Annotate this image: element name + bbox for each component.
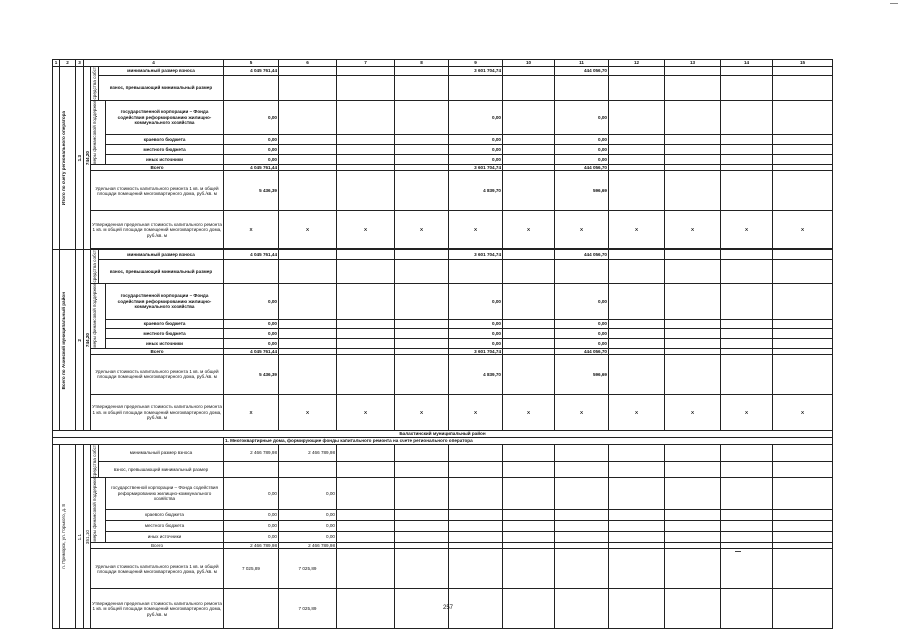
row-label: государственной корпорации – Фонда содействия реформированию жилищно-коммунального хозяйства xyxy=(106,100,224,134)
value-cell: 0,00 xyxy=(449,283,503,319)
value-cell: 0,00 xyxy=(449,155,503,165)
value-cell: 2 466 789,98 xyxy=(279,543,337,549)
row-label: местного бюджета xyxy=(106,520,224,531)
row-label: местного бюджета xyxy=(106,144,224,154)
header-cell: 6 xyxy=(279,60,337,67)
value-cell: 0,00 xyxy=(555,144,609,154)
value-cell: 4 839,70 xyxy=(449,171,503,211)
table-row xyxy=(53,549,833,589)
row-label: Всего xyxy=(91,165,224,171)
value-cell: 5 436,39 xyxy=(224,171,279,211)
x-cell: X xyxy=(449,394,503,430)
table-row xyxy=(53,319,833,329)
value-cell: 596,69 xyxy=(555,354,609,394)
header-cell: 13 xyxy=(665,60,721,67)
row-label: Утвержденная предельная стоимость капитального ремонта 1 кв. м общей площади помещений многоквартирного дома, руб./кв. м xyxy=(91,394,224,430)
x-cell: X xyxy=(773,394,833,430)
section-subtitle: 1. Многоквартирные дома, формирующие фонды капитального ремонта на счете регионального оператора xyxy=(224,437,833,444)
table-row xyxy=(53,329,833,339)
value-cell: 0,00 xyxy=(224,155,279,165)
table-row xyxy=(53,134,833,144)
row-label: Утвержденная предельная стоимость капитального ремонта 1 кв. м общей площади помещений многоквартирного дома, руб./кв. м xyxy=(91,211,224,249)
block-name: Итого по счету регионального оператора xyxy=(61,111,66,206)
row-label: иных источники xyxy=(106,531,224,542)
row-label: иных источники xyxy=(106,338,224,348)
table-row xyxy=(53,250,833,259)
page-number: 257 xyxy=(443,605,454,611)
x-cell: X xyxy=(503,211,555,249)
value-cell: 0,00 xyxy=(449,134,503,144)
table-row xyxy=(53,283,833,319)
header-cell: 7 xyxy=(337,60,395,67)
table-row xyxy=(53,338,833,348)
row-label: взнос, превышающий минимальный размер xyxy=(99,76,224,100)
value-cell: 4 045 761,44 xyxy=(224,348,279,354)
value-cell: 0,00 xyxy=(279,509,337,520)
value-cell: 0,00 xyxy=(224,319,279,329)
row-label: местного бюджета xyxy=(106,329,224,339)
value-cell: 0,00 xyxy=(555,319,609,329)
table-row xyxy=(53,67,833,76)
header-cell: 12 xyxy=(609,60,665,67)
header-cell: 10 xyxy=(503,60,555,67)
value-cell: 0,00 xyxy=(224,531,279,542)
x-cell: X xyxy=(773,211,833,249)
table-row xyxy=(53,509,833,520)
x-cell: X xyxy=(395,394,449,430)
x-cell: X xyxy=(721,211,773,249)
block-area: 744,20 xyxy=(85,151,90,166)
value-cell: 0,00 xyxy=(555,100,609,134)
table-row xyxy=(53,259,833,283)
x-cell: X xyxy=(279,211,337,249)
district-title: Балахтинский муниципальный район xyxy=(53,430,833,437)
value-cell: 0,00 xyxy=(449,338,503,348)
value-cell: 3 601 704,74 xyxy=(449,348,503,354)
header-cell: 3 xyxy=(76,60,84,67)
table-row xyxy=(53,461,833,478)
block-index: 2 xyxy=(77,338,82,342)
header-cell: 2 xyxy=(60,60,76,67)
value-cell: 0,00 xyxy=(555,283,609,319)
section-row xyxy=(53,430,833,437)
x-cell: X xyxy=(555,211,609,249)
row-label: иных источники xyxy=(106,155,224,165)
x-cell: X xyxy=(665,394,721,430)
value-cell: 0,00 xyxy=(224,520,279,531)
table-row xyxy=(53,100,833,134)
value-cell: 4 045 761,44 xyxy=(224,250,279,259)
value-cell: 0,00 xyxy=(224,509,279,520)
row-label: краевого бюджета xyxy=(106,134,224,144)
table-row xyxy=(53,520,833,531)
header-cell: 4 xyxy=(84,60,224,67)
value-cell: 7 025,89 xyxy=(224,549,279,589)
table-row xyxy=(53,144,833,154)
value-cell: 444 056,70 xyxy=(555,348,609,354)
value-cell: 2 466 789,98 xyxy=(224,444,279,461)
header-cell: 9 xyxy=(449,60,503,67)
value-cell: 0,00 xyxy=(224,283,279,319)
scan-mark xyxy=(890,3,898,4)
table-row xyxy=(53,171,833,211)
support-label: меры финансовой поддержки xyxy=(92,100,97,165)
table-row xyxy=(53,155,833,165)
capital-repair-table xyxy=(52,59,833,629)
value-cell: 0,00 xyxy=(224,144,279,154)
row-label: краевого бюджета xyxy=(106,319,224,329)
value-cell: 0,00 xyxy=(224,134,279,144)
row-label: Удельная стоимость капитального ремонта 1 кв. м общей площади помещений многоквартирного дома, руб./кв. м xyxy=(91,549,224,589)
header-cell: 15 xyxy=(773,60,833,67)
scan-mark xyxy=(735,551,741,552)
x-cell: X xyxy=(337,211,395,249)
table-row xyxy=(53,211,833,249)
table-row xyxy=(53,531,833,542)
x-cell: X xyxy=(337,394,395,430)
row-label: взнос, превышающий минимальный размер xyxy=(99,259,224,283)
value-cell: 444 056,70 xyxy=(555,165,609,171)
value-cell: 2 466 789,98 xyxy=(224,543,279,549)
value-cell: 0,00 xyxy=(224,478,279,509)
row-label: краевого бюджета xyxy=(106,509,224,520)
table-row xyxy=(53,478,833,509)
row-label: государственной корпорации – Фонда содействия реформированию жилищно-коммунального хозяйства xyxy=(106,478,224,509)
x-cell: X xyxy=(721,394,773,430)
x-cell: X xyxy=(224,211,279,249)
header-row xyxy=(53,60,833,67)
block-index: 1.3 xyxy=(77,155,82,162)
value-cell: 7 025,89 xyxy=(279,589,337,629)
x-cell: X xyxy=(395,211,449,249)
table-row xyxy=(53,394,833,430)
x-cell: X xyxy=(609,394,665,430)
value-cell: 4 045 761,44 xyxy=(224,67,279,76)
block-area: 351,10 xyxy=(85,529,90,544)
block-area: 744,20 xyxy=(85,333,90,348)
value-cell: 4 045 761,44 xyxy=(224,165,279,171)
support-label: меры финансовой поддержки xyxy=(92,283,97,348)
x-cell: X xyxy=(609,211,665,249)
row-label: Всего xyxy=(91,348,224,354)
header-cell: 11 xyxy=(555,60,609,67)
value-cell: 0,00 xyxy=(555,134,609,144)
value-cell: 0,00 xyxy=(449,144,503,154)
header-cell: 8 xyxy=(395,60,449,67)
row-label: минимальный размер взноса xyxy=(99,444,224,461)
x-cell: X xyxy=(224,394,279,430)
value-cell: 5 436,39 xyxy=(224,354,279,394)
value-cell: 0,00 xyxy=(279,478,337,509)
value-cell: 7 025,89 xyxy=(279,549,337,589)
row-label: взнос, превышающий минимальный размер xyxy=(99,461,224,478)
row-label: Удельная стоимость капитального ремонта 1 кв. м общей площади помещений многоквартирного дома, руб./кв. м xyxy=(91,171,224,211)
value-cell: 3 601 704,74 xyxy=(449,250,503,259)
block-index: 1.1 xyxy=(77,533,82,540)
support-label: меры финансовой поддержки xyxy=(92,478,97,543)
value-cell: 0,00 xyxy=(224,338,279,348)
value-cell: 0,00 xyxy=(224,329,279,339)
value-cell: 596,69 xyxy=(555,171,609,211)
value-cell: 2 466 789,98 xyxy=(279,444,337,461)
row-label: минимальный размер взноса xyxy=(99,67,224,76)
value-cell: 0,00 xyxy=(224,100,279,134)
section-row xyxy=(53,437,833,444)
row-label: Всего xyxy=(91,543,224,549)
value-cell: 0,00 xyxy=(279,531,337,542)
value-cell: 0,00 xyxy=(555,329,609,339)
value-cell: 3 601 704,74 xyxy=(449,67,503,76)
table-row xyxy=(53,76,833,100)
x-cell: X xyxy=(555,394,609,430)
value-cell: 0,00 xyxy=(279,520,337,531)
row-label: Утвержденная предельная стоимость капитального ремонта 1 кв. м общей площади помещений многоквартирного дома, руб./кв. м xyxy=(91,589,224,629)
block-name: Всего по Ачинский муниципальный район xyxy=(61,291,66,389)
header-cell: 1 xyxy=(53,60,60,67)
header-cell: 5 xyxy=(224,60,279,67)
value-cell: 0,00 xyxy=(449,329,503,339)
table-row xyxy=(53,354,833,394)
x-cell: X xyxy=(449,211,503,249)
value-cell: 444 056,70 xyxy=(555,67,609,76)
value-cell: 4 839,70 xyxy=(449,354,503,394)
x-cell: X xyxy=(279,394,337,430)
funds-label: средства собст xyxy=(92,67,97,100)
row-label: минимальный размер взноса xyxy=(99,250,224,259)
row-label: Удельная стоимость капитального ремонта 1 кв. м общей площади помещений многоквартирного дома, руб./кв. м xyxy=(91,354,224,394)
value-cell: 3 601 704,74 xyxy=(449,165,503,171)
value-cell: 444 056,70 xyxy=(555,250,609,259)
value-cell: 0,00 xyxy=(555,155,609,165)
table-row xyxy=(53,444,833,461)
value-cell: 0,00 xyxy=(449,100,503,134)
funds-label: средства собст xyxy=(92,444,97,478)
block-name: п. Приморск, ул. Горького, д. 8 xyxy=(61,504,66,570)
value-cell: 0,00 xyxy=(449,319,503,329)
header-cell: 14 xyxy=(721,60,773,67)
row-label: государственной корпорации – Фонда содействия реформированию жилищно-коммунального хозяйства xyxy=(106,283,224,319)
value-cell: 0,00 xyxy=(555,338,609,348)
x-cell: X xyxy=(665,211,721,249)
funds-label: средства собст xyxy=(92,250,97,283)
x-cell: X xyxy=(503,394,555,430)
